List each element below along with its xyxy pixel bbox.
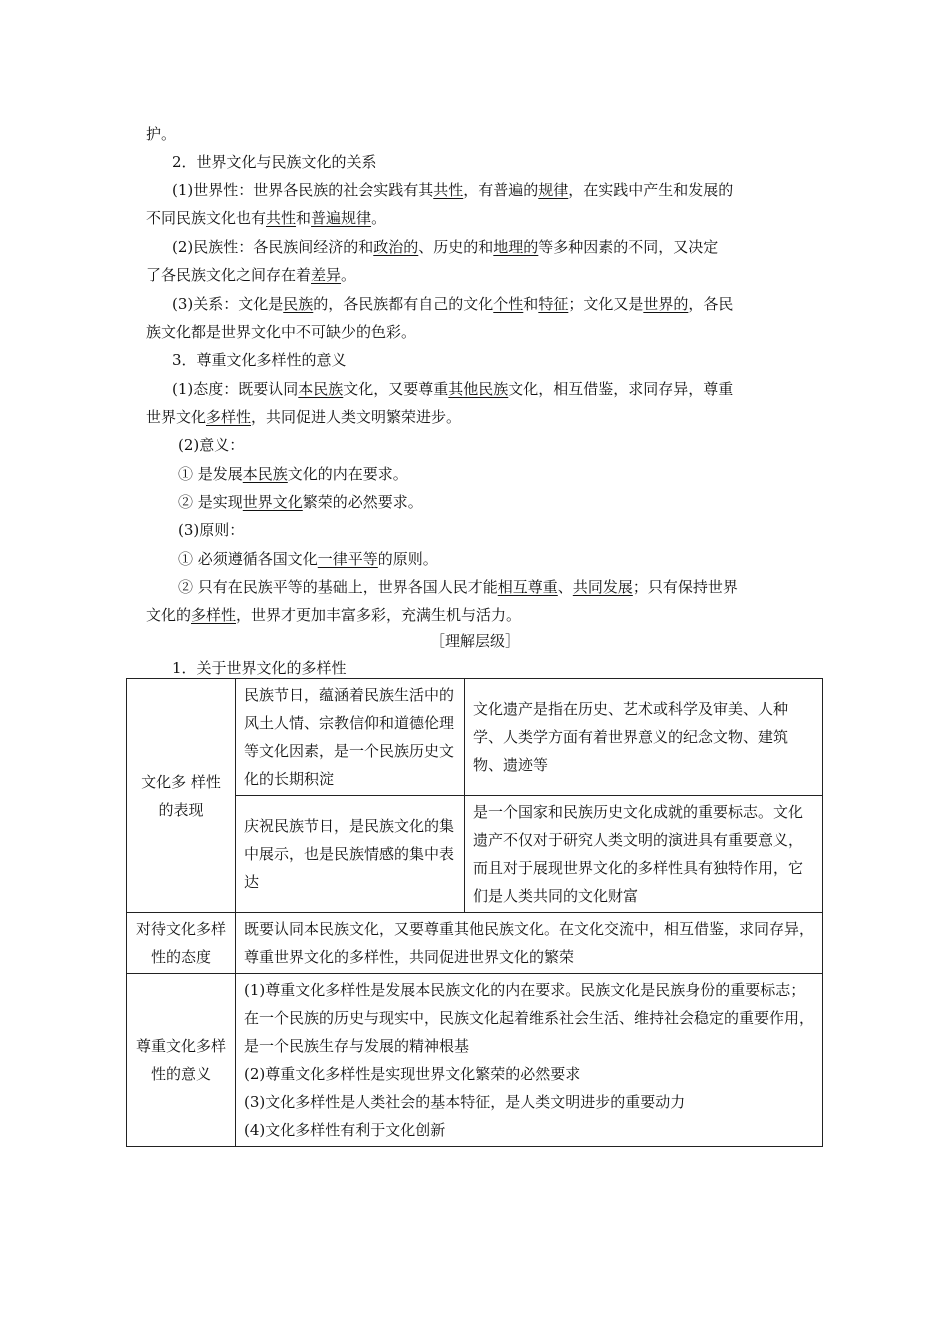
table-cell (465, 679, 823, 796)
text-segment: ，共同促进人类文明繁荣进步。 (251, 408, 462, 426)
text-segment: 1．关于世界文化的多样性 (172, 659, 347, 677)
text-segment: ② 只有在民族平等的基础上，世界各国人民才能 (178, 578, 498, 596)
text-segment: ，各民 (688, 295, 734, 313)
text-segment: 文化的 (146, 606, 192, 624)
text-line (146, 403, 816, 431)
text-segment: ；只有保持世界 (632, 578, 738, 596)
text-segment: 文化，又要尊重 (343, 380, 449, 398)
text-segment: 不同民族文化也有 (146, 209, 267, 227)
underlined-answer: 特征 (538, 295, 569, 313)
text-line (178, 516, 848, 544)
text-segment: 和 (296, 209, 312, 227)
table-row (127, 974, 823, 1147)
text-segment: 文化，相互借鉴，求同存异，尊重 (508, 380, 734, 398)
table-label-cell (127, 679, 236, 913)
table-cell (465, 796, 823, 913)
text-segment: 护。 (146, 125, 177, 143)
list-item: (3)文化多样性是人类社会的基本特征，是人类文明进步的重要动力 (244, 1093, 686, 1111)
text-segment: 。 (371, 209, 387, 227)
text-segment: (2)意义： (178, 436, 245, 454)
cell-text: 是一个国家和民族历史文化成就的重要标志。文化遗产不仅对于研究人类文明的演进具有重要意义，而且对于展现世界文化的多样性具有独特作用，它们是人类共同的文化财富 (473, 803, 804, 905)
text-segment: (1)态度：既要认同 (172, 380, 299, 398)
underlined-answer: 其他民族 (448, 380, 509, 398)
cell-text: 既要认同本民族文化，又要尊重其他民族文化。在文化交流中，相互借鉴，求同存异，尊重世界文化的多样性，共同促进世界文化的繁荣 (244, 920, 815, 966)
text-line (146, 204, 816, 232)
text-segment: 的，各民族都有自己的文化 (313, 295, 494, 313)
underlined-answer: 相互尊重 (497, 578, 558, 596)
underlined-answer: 个性 (493, 295, 524, 313)
text-segment: (3)原则： (178, 521, 245, 539)
text-line (146, 120, 816, 148)
underlined-answer: 世界文化 (242, 493, 303, 511)
text-segment: (2)民族性：各民族间经济的和 (172, 238, 374, 256)
text-line (172, 233, 842, 261)
cell-text: 尊重文化多样性的意义 (135, 1037, 226, 1083)
underlined-answer: 世界的 (643, 295, 689, 313)
underlined-answer: 共性 (266, 209, 297, 227)
table-cell (236, 913, 823, 974)
text-segment: ① 是发展 (178, 465, 243, 483)
text-segment: 。 (341, 266, 357, 284)
underlined-answer: 民族 (283, 295, 314, 313)
text-segment: (3)关系：文化是 (172, 295, 284, 313)
underlined-answer: 差异 (311, 266, 342, 284)
text-segment: ② 是实现 (178, 493, 243, 511)
table-cell (236, 796, 465, 913)
text-segment: ［理解层级］ (429, 632, 520, 650)
text-line (178, 460, 848, 488)
table-row (127, 679, 823, 796)
underlined-answer: 一律平等 (317, 550, 378, 568)
text-line (178, 573, 848, 601)
text-line (172, 290, 842, 318)
text-segment: 3．尊重文化多样性的意义 (172, 351, 347, 369)
text-line (172, 176, 842, 204)
table-cell (236, 679, 465, 796)
table-cell (236, 974, 823, 1147)
text-segment: 的原则。 (377, 550, 438, 568)
text-segment: 、 (557, 578, 573, 596)
underlined-answer: 地理的 (493, 238, 539, 256)
list-item: (1)尊重文化多样性是发展本民族文化的内在要求。民族文化是民族身份的重要标志；在一个民族的历史与现实中，民族文化起着维系社会生活、维持社会稳定的重要作用，是一个民族生存与发展的精神根基 (244, 981, 815, 1055)
text-line (146, 601, 816, 629)
table-label-cell (127, 913, 236, 974)
underlined-answer: 普遍规律 (311, 209, 372, 227)
text-segment: 族文化都是世界文化中不可缺少的色彩。 (146, 323, 417, 341)
text-segment: ① 必须遵循各国文化 (178, 550, 318, 568)
underlined-answer: 共性 (433, 181, 464, 199)
underlined-answer: 规律 (538, 181, 569, 199)
text-segment: 等多种因素的不同，又决定 (538, 238, 719, 256)
list-item: (2)尊重文化多样性是实现世界文化繁荣的必然要求 (244, 1065, 581, 1083)
text-segment: ，有普遍的 (463, 181, 539, 199)
cell-text: 对待文化多样性的态度 (135, 920, 226, 966)
text-line (178, 488, 848, 516)
text-segment: (1)世界性：世界各民族的社会实践有其 (172, 181, 434, 199)
underlined-answer: 共同发展 (572, 578, 633, 596)
text-segment: 繁荣的必然要求。 (302, 493, 423, 511)
text-line (146, 318, 816, 346)
text-segment: 文化的内在要求。 (287, 465, 408, 483)
section-heading (172, 346, 842, 374)
table-label-cell (127, 974, 236, 1147)
text-segment: ，在实践中产生和发展的 (568, 181, 734, 199)
diversity-table (126, 678, 823, 1147)
cell-text: 庆祝民族节日，是民族文化的集中展示，也是民族情感的集中表达 (244, 817, 455, 891)
underlined-answer: 多样性 (206, 408, 252, 426)
cell-text: 民族节日，蕴涵着民族生活中的风土人情、宗教信仰和道德伦理等文化因素，是一个民族历史文化的长期积淀 (244, 686, 455, 788)
text-segment: 2．世界文化与民族文化的关系 (172, 153, 377, 171)
table-row (127, 913, 823, 974)
cell-text: 文化遗产是指在历史、艺术或科学及审美、人种学、人类学方面有着世界意义的纪念文物、建筑物、遗迹等 (473, 700, 789, 774)
underlined-answer: 多样性 (191, 606, 237, 624)
list-item: (4)文化多样性有利于文化创新 (244, 1121, 446, 1139)
text-segment: ，世界才更加丰富多彩，充满生机与活力。 (236, 606, 522, 624)
text-line (178, 431, 848, 459)
level-heading (0, 627, 950, 655)
text-segment: 世界文化 (146, 408, 207, 426)
underlined-answer: 本民族 (298, 380, 344, 398)
text-line (172, 375, 842, 403)
underlined-answer: 政治的 (373, 238, 419, 256)
text-segment: 和 (523, 295, 539, 313)
section-heading (172, 148, 842, 176)
text-line (178, 545, 848, 573)
text-line (146, 261, 816, 289)
text-segment: ；文化又是 (568, 295, 644, 313)
text-segment: 、历史的和 (418, 238, 494, 256)
text-segment: 了各民族文化之间存在着 (146, 266, 312, 284)
cell-text: 文化多 样性的表现 (141, 772, 221, 819)
underlined-answer: 本民族 (242, 465, 288, 483)
